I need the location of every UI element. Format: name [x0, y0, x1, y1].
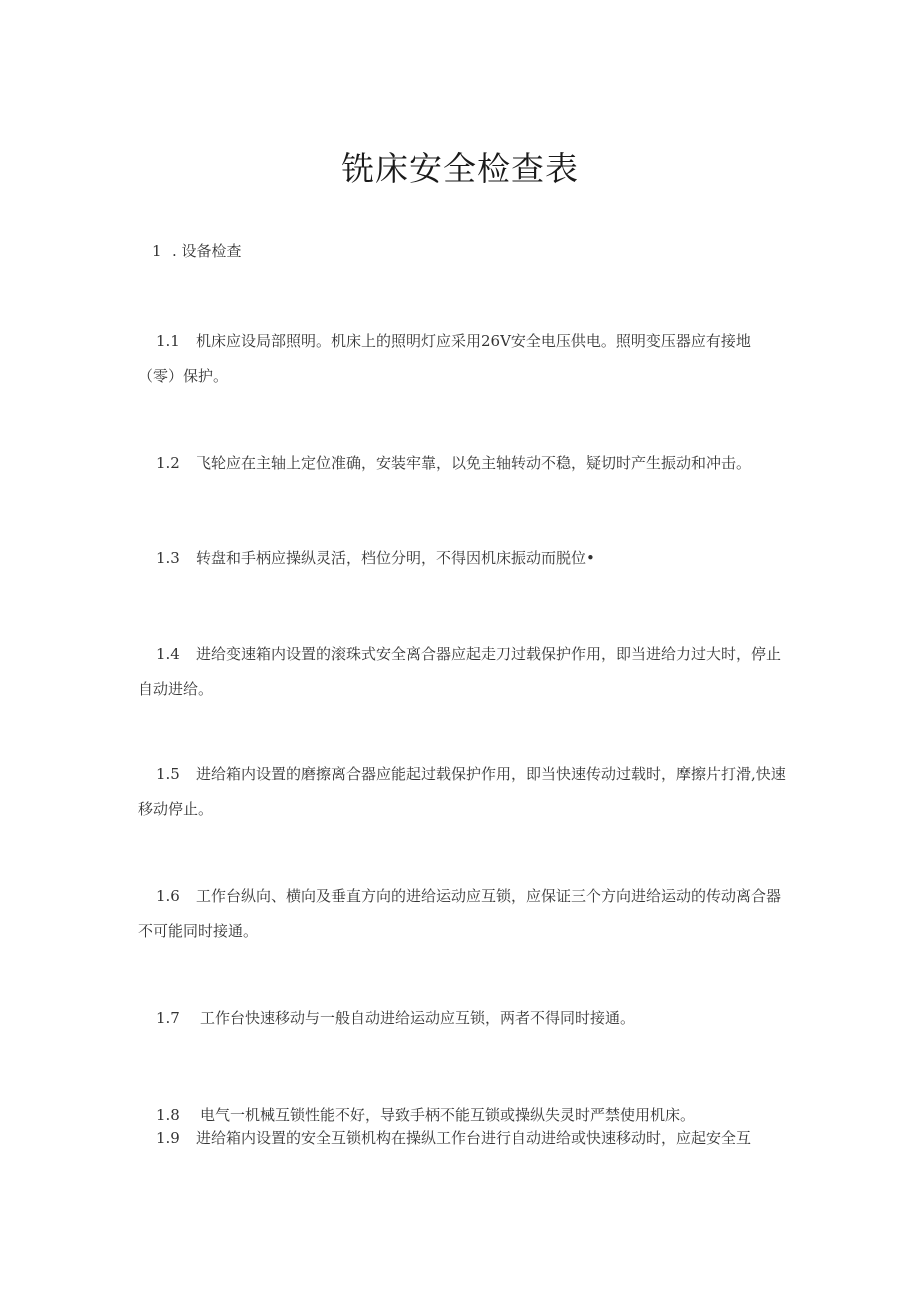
item-number: 1.8: [156, 1106, 180, 1124]
checklist-item: [138, 1001, 788, 1036]
checklist-item: [138, 879, 788, 949]
item-number: 1.1: [156, 332, 180, 350]
item-text: 飞轮应在主轴上定位准确，安装牢靠，以免主轴转动不稳，疑切时产生振动和冲击。: [196, 454, 752, 472]
item-text: 进给箱内设置的磨擦离合器应能起过载保护作用，即当快速传动过载时，摩擦片打滑,快速移动停止。: [138, 765, 786, 818]
checklist-item: [138, 541, 788, 576]
item-text: 工作台纵向、横向及垂直方向的进给运动应互锁，应保证三个方向进给运动的传动离合器不可能同时接通。: [138, 887, 782, 940]
document-title: 铣床安全检查表: [341, 149, 579, 188]
item-number: 1.3: [156, 549, 180, 567]
item-number: 1.7: [156, 1009, 180, 1027]
item-text: 机床应设局部照明。机床上的照明灯应采用26V安全电压供电。照明变压器应有接地（零）保护。: [138, 332, 751, 385]
item-text: 进给变速箱内设置的滚珠式安全离合器应起走刀过载保护作用，即当进给力过大时，停止自动进给。: [138, 645, 782, 698]
item-number: 1.6: [156, 887, 180, 905]
checklist-item: [138, 637, 788, 707]
checklist-item: [138, 324, 788, 394]
checklist-item: [138, 446, 788, 481]
item-text: 转盘和手柄应操纵灵活，档位分明，不得因机床振动而脱位•: [196, 549, 595, 567]
item-number: 1.9: [156, 1129, 180, 1147]
item-number: 1.4: [156, 645, 180, 663]
section-number: 1: [152, 242, 162, 260]
item-number: 1.5: [156, 765, 180, 783]
item-text: 电气一机械互锁性能不好，导致手柄不能互锁或操纵失灵时严禁使用机床。: [200, 1106, 696, 1124]
section-heading: [152, 240, 242, 261]
checklist-item: [138, 1121, 788, 1156]
item-text: 工作台快速移动与一般自动进给运动应互锁，两者不得同时接通。: [200, 1009, 636, 1027]
item-number: 1.2: [156, 454, 180, 472]
section-title: . 设备检查: [172, 242, 242, 260]
item-text: 进给箱内设置的安全互锁机构在操纵工作台进行自动进给或快速移动时，应起安全互: [196, 1129, 752, 1147]
checklist-item: [138, 757, 788, 827]
